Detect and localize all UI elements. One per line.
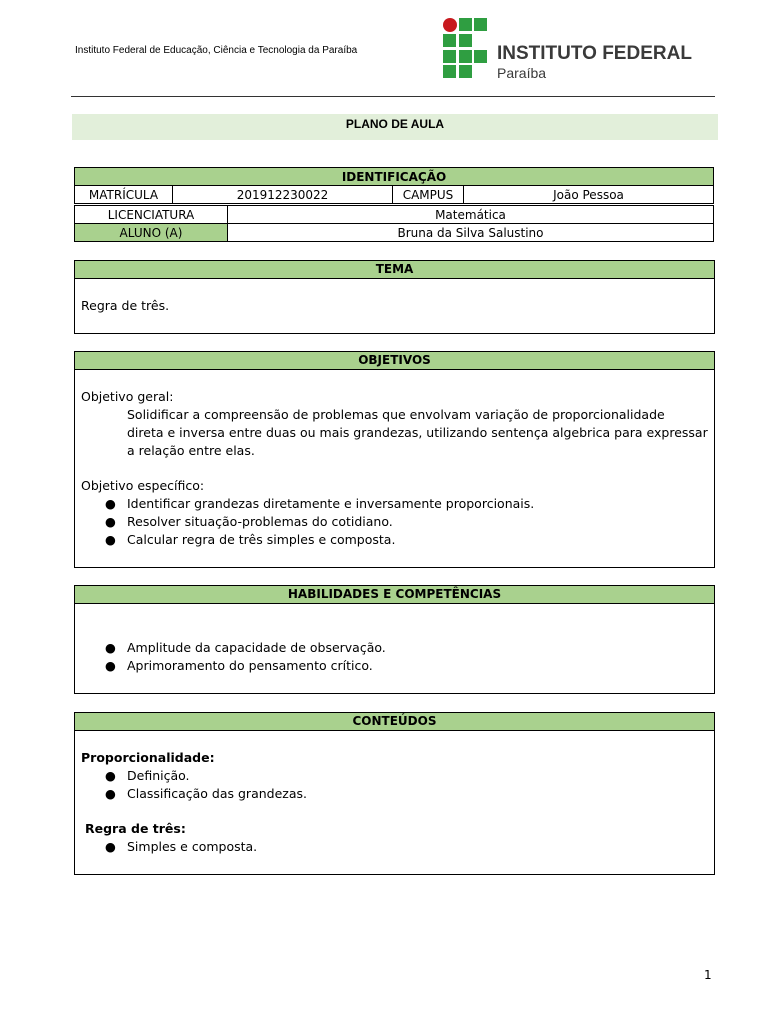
bullet-icon: ●	[105, 658, 116, 673]
habilidades-section	[74, 585, 715, 694]
list-item: ● Aprimoramento do pensamento crítico.	[105, 658, 373, 673]
tema-section	[74, 260, 715, 334]
list-item: ● Identificar grandezas diretamente e inversamente proporcionais.	[105, 496, 535, 511]
bullet-icon: ●	[105, 514, 116, 529]
conteudos-section	[74, 712, 715, 875]
bullet-icon: ●	[105, 768, 116, 783]
bullet-icon: ●	[105, 640, 116, 655]
bullet-icon: ●	[105, 532, 116, 547]
objetivo-geral-line: a relação entre elas.	[127, 443, 255, 458]
aluno-label: ALUNO (A)	[75, 224, 228, 242]
identification-table-lower	[74, 205, 714, 242]
conteudos-title: CONTEÚDOS	[75, 713, 714, 731]
licenciatura-label: LICENCIATURA	[75, 206, 228, 224]
matricula-value: 201912230022	[173, 186, 393, 204]
conteudos-group-label: Proporcionalidade:	[81, 750, 215, 765]
ifpb-logo	[443, 18, 692, 81]
page-number: 1	[704, 968, 712, 982]
header-divider	[71, 96, 715, 97]
identification-title: IDENTIFICAÇÃO	[75, 168, 714, 186]
list-item: ● Definição.	[105, 768, 190, 783]
objetivo-geral-line: direta e inversa entre duas ou mais grandezas, utilizando sentença algebrica para expressar	[127, 425, 708, 440]
campus-value: João Pessoa	[464, 186, 714, 204]
list-item: ● Amplitude da capacidade de observação.	[105, 640, 386, 655]
objetivo-geral-label: Objetivo geral:	[81, 389, 174, 404]
identification-table	[74, 167, 714, 204]
objetivos-title: OBJETIVOS	[75, 352, 714, 370]
logo-grid-icon	[443, 18, 489, 78]
tema-text: Regra de três.	[81, 298, 170, 313]
logo-title: INSTITUTO FEDERAL	[497, 43, 692, 64]
list-item: ● Classificação das grandezas.	[105, 786, 307, 801]
bullet-icon: ●	[105, 839, 116, 854]
objetivo-especifico-label: Objetivo específico:	[81, 478, 205, 493]
matricula-label: MATRÍCULA	[75, 186, 173, 204]
objetivos-section	[74, 351, 715, 568]
objetivo-geral-line: Solidificar a compreensão de problemas que envolvam variação de proporcionalidade	[127, 407, 665, 422]
institution-line: Instituto Federal de Educação, Ciência e Tecnologia da Paraíba	[75, 45, 358, 56]
logo-subtitle: Paraíba	[497, 65, 547, 81]
list-item: ● Resolver situação-problemas do cotidiano.	[105, 514, 393, 529]
campus-label: CAMPUS	[393, 186, 464, 204]
bullet-icon: ●	[105, 786, 116, 801]
aluno-value: Bruna da Silva Salustino	[228, 224, 714, 242]
plan-title: PLANO DE AULA	[72, 114, 718, 140]
list-item: ● Simples e composta.	[105, 839, 258, 854]
list-item: ● Calcular regra de três simples e composta.	[105, 532, 396, 547]
conteudos-group-label: Regra de três:	[85, 821, 186, 836]
bullet-icon: ●	[105, 496, 116, 511]
licenciatura-value: Matemática	[228, 206, 714, 224]
tema-title: TEMA	[75, 261, 714, 279]
habilidades-title: HABILIDADES E COMPETÊNCIAS	[75, 586, 714, 604]
